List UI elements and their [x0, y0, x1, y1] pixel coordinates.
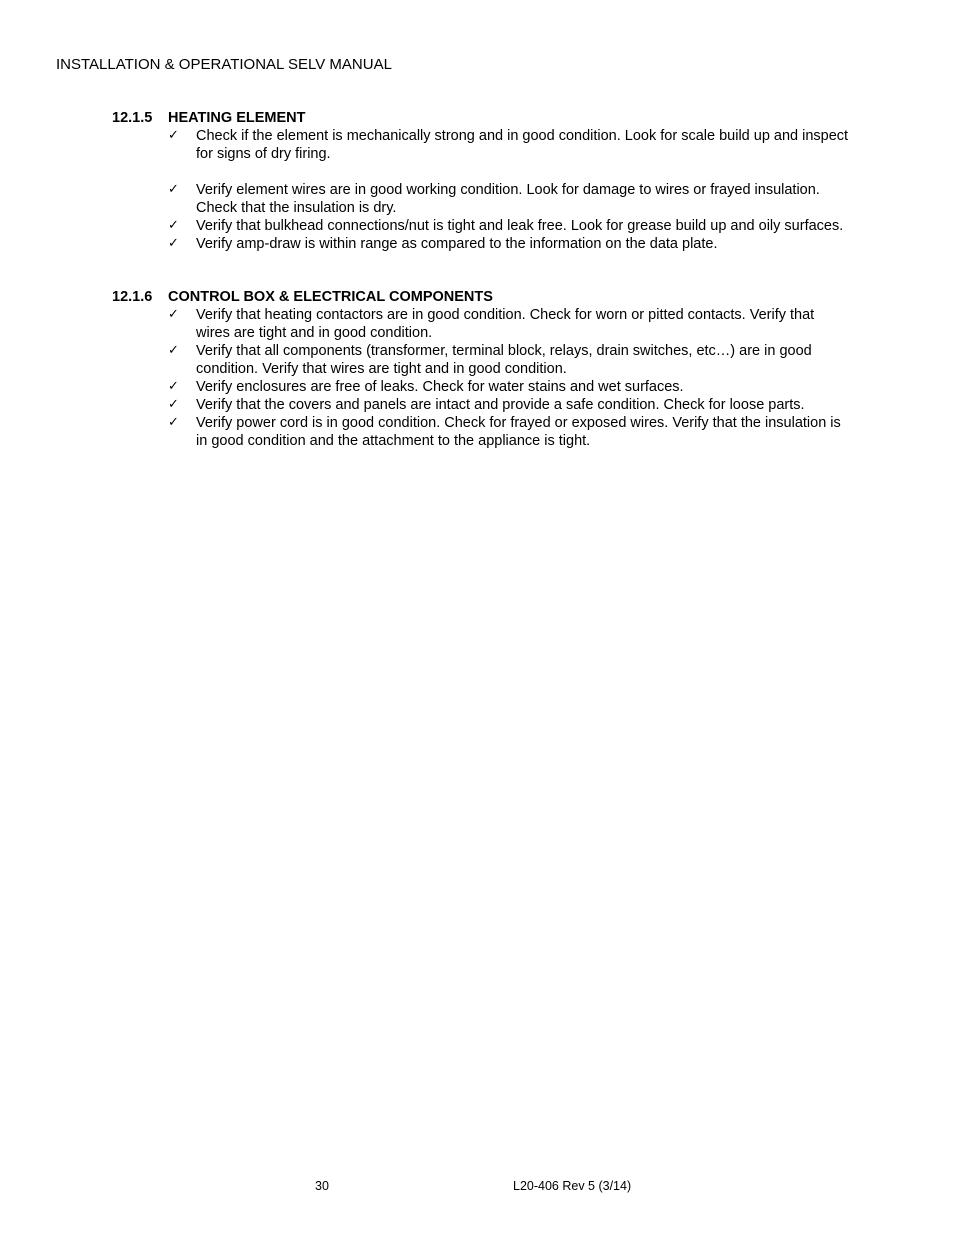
checkmark-icon: ✓: [168, 397, 179, 412]
document-revision: L20-406 Rev 5 (3/14): [513, 1179, 632, 1193]
checkmark-icon: ✓: [168, 343, 179, 358]
checklist-item: [112, 235, 852, 253]
checklist-item-text: Verify that heating contactors are in good condition. Check for worn or pitted contacts. Verify that wires are tight and in good condition.: [196, 307, 815, 341]
checklist-item-text: Verify that the covers and panels are intact and provide a safe condition. Check for loose parts.: [196, 397, 805, 413]
section-heading: [112, 109, 852, 127]
checklist-item-text: Verify enclosures are free of leaks. Check for water stains and wet surfaces.: [196, 379, 684, 395]
checkmark-icon: ✓: [168, 415, 179, 430]
page-number: 30: [315, 1179, 329, 1193]
checklist-item-text: Verify element wires are in good working condition. Look for damage to wires or frayed insulation. Check that the insulation is dry.: [196, 182, 820, 216]
section-control-box: [112, 288, 852, 450]
checklist-item: [112, 396, 852, 414]
checklist-item-text: Verify that bulkhead connections/nut is tight and leak free. Look for grease build up and oily surfaces.: [196, 218, 844, 234]
section-title: CONTROL BOX & ELECTRICAL COMPONENTS: [168, 289, 493, 305]
section-number: 12.1.6: [112, 289, 153, 305]
section-heating-element: [112, 109, 852, 253]
checklist-item: [112, 127, 852, 163]
checklist-item: [112, 217, 852, 235]
section-number: 12.1.5: [112, 110, 153, 126]
checklist-item-text: Verify power cord is in good condition. Check for frayed or exposed wires. Verify that the insulation is in good condition and the attachment to the appliance is tight.: [196, 415, 841, 449]
section-heading: [112, 288, 852, 306]
checkmark-icon: ✓: [168, 182, 179, 197]
checklist-item: [112, 306, 852, 342]
checklist-item-text: Verify that all components (transformer, terminal block, relays, drain switches, etc…) are in good condition. Verify that wires are tight and in good condition.: [196, 343, 812, 377]
section-title: HEATING ELEMENT: [168, 110, 306, 126]
checklist: [112, 306, 852, 450]
checklist-item: [112, 378, 852, 396]
checkmark-icon: ✓: [168, 128, 179, 143]
page-footer: [0, 1178, 954, 1194]
checkmark-icon: ✓: [168, 379, 179, 394]
checklist-item: [112, 342, 852, 378]
page-header: INSTALLATION & OPERATIONAL SELV MANUAL: [56, 56, 392, 73]
checklist-item: [112, 181, 852, 217]
checkmark-icon: ✓: [168, 218, 179, 233]
checklist: [112, 127, 852, 253]
checkmark-icon: ✓: [168, 236, 179, 251]
checklist-item-text: Verify amp-draw is within range as compared to the information on the data plate.: [196, 236, 718, 252]
checkmark-icon: ✓: [168, 307, 179, 322]
checklist-item-text: Check if the element is mechanically strong and in good condition. Look for scale build up and inspect for signs of dry firing.: [196, 128, 849, 162]
checklist-item: [112, 414, 852, 450]
